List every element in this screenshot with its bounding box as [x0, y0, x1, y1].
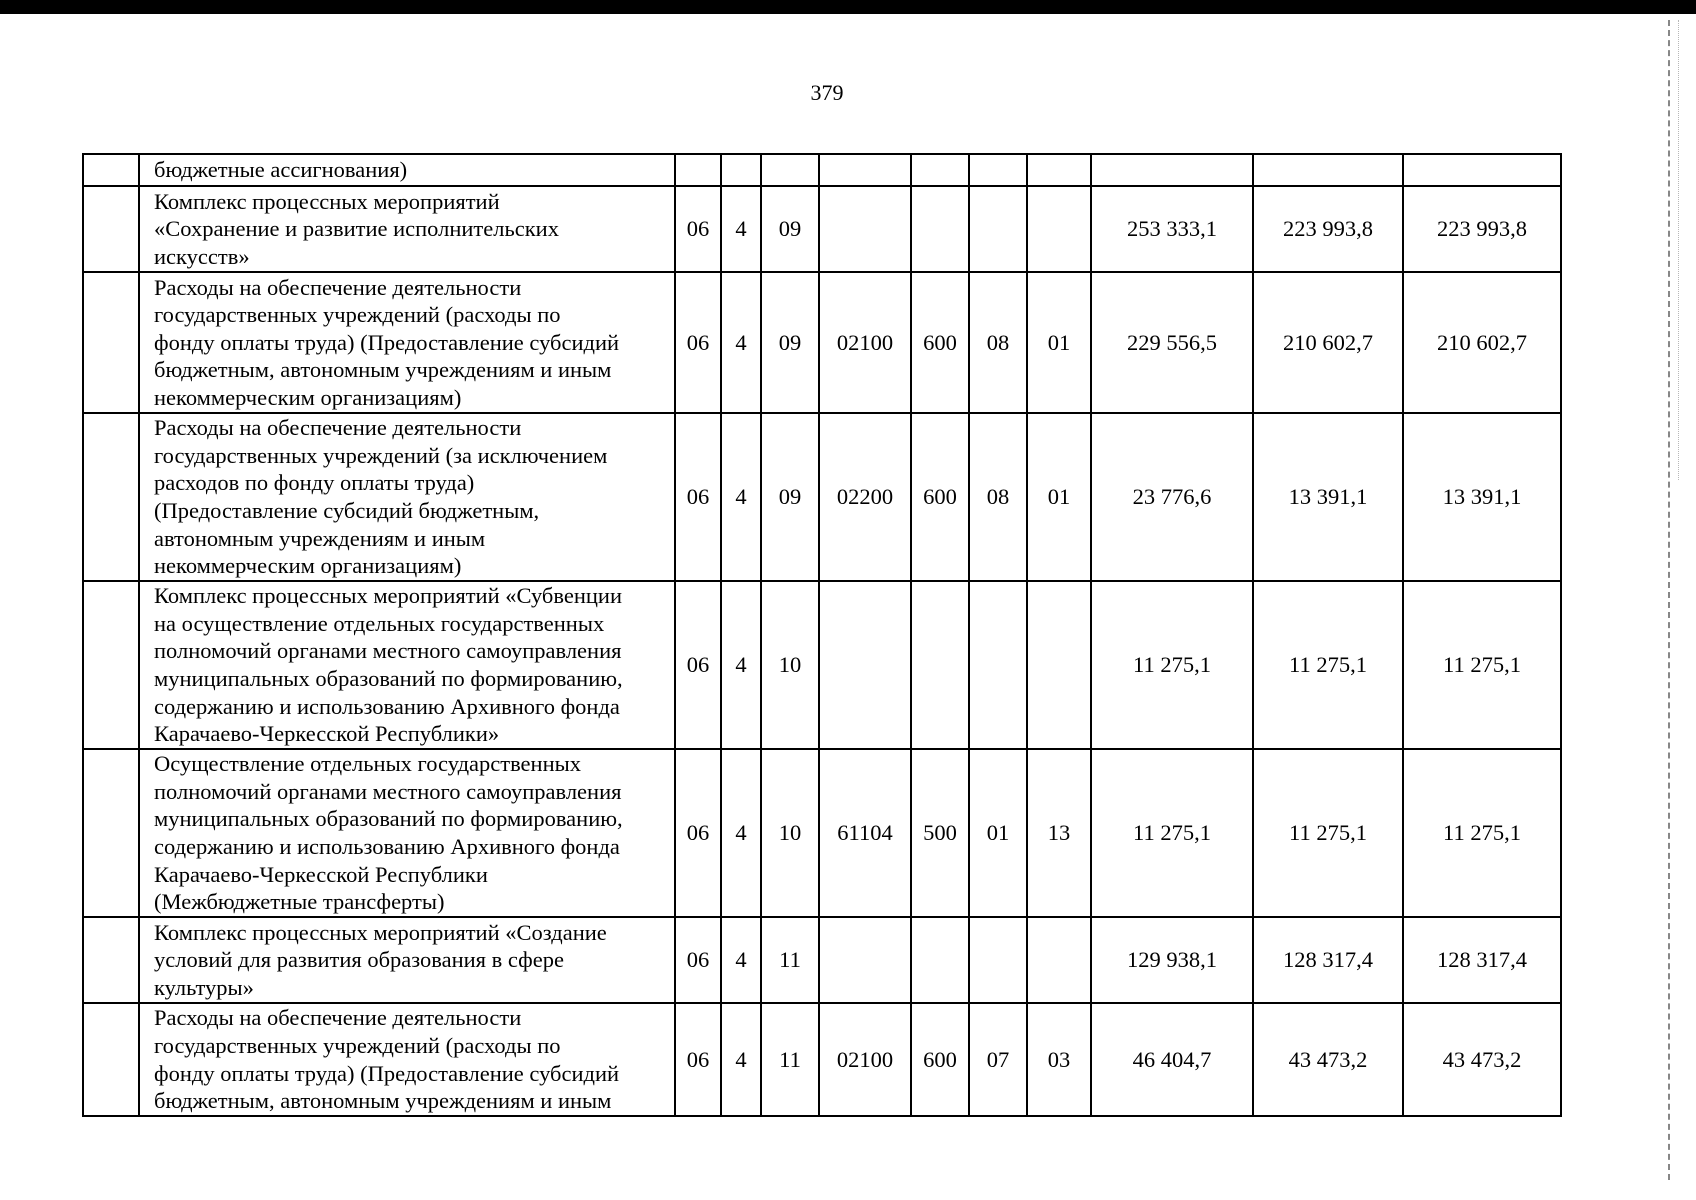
- code-cell: 06: [675, 186, 721, 272]
- description-line: полномочий органами местного самоуправления: [154, 638, 622, 664]
- amount-cell: 210 602,7: [1253, 272, 1403, 413]
- code-cell: 08: [969, 272, 1027, 413]
- amount-cell: [1253, 154, 1403, 186]
- code-cell: 07: [969, 1003, 1027, 1116]
- description-line: (Межбюджетные трансферты): [154, 889, 445, 915]
- amount-cell: 43 473,2: [1253, 1003, 1403, 1116]
- code-cell: [819, 917, 911, 1003]
- code-cell: [969, 917, 1027, 1003]
- row-description: [139, 917, 675, 1003]
- amount-cell: 253 333,1: [1091, 186, 1253, 272]
- code-cell: 11: [761, 917, 819, 1003]
- blank-cell: [83, 749, 139, 917]
- description-line: фонду оплаты труда) (Предоставление субсидий: [154, 329, 620, 355]
- code-cell: 500: [911, 749, 969, 917]
- amount-cell: [1403, 154, 1561, 186]
- code-cell: 4: [721, 272, 761, 413]
- code-cell: 10: [761, 749, 819, 917]
- description-line: Расходы на обеспечение деятельности: [154, 1005, 522, 1031]
- row-description: [139, 581, 675, 749]
- code-cell: 11: [761, 1003, 819, 1116]
- amount-cell: 46 404,7: [1091, 1003, 1253, 1116]
- description-line: государственных учреждений (расходы по: [154, 1032, 561, 1058]
- description-line: содержанию и использованию Архивного фонда: [154, 834, 620, 859]
- table-row: [83, 186, 1561, 272]
- description-line: Карачаево-Черкесской Республики»: [154, 721, 500, 747]
- description-line: Осуществление отдельных государственных: [154, 751, 581, 777]
- amount-cell: 128 317,4: [1403, 917, 1561, 1003]
- code-cell: 02200: [819, 413, 911, 581]
- table-row: [83, 154, 1561, 186]
- description-line: полномочий органами местного самоуправления: [154, 778, 622, 804]
- table-row: [83, 917, 1561, 1003]
- code-cell: [761, 154, 819, 186]
- code-cell: 4: [721, 749, 761, 917]
- description-line: Расходы на обеспечение деятельности: [154, 274, 522, 300]
- code-cell: 01: [1027, 413, 1091, 581]
- description-line: бюджетным, автономным учреждениям и иным: [154, 1088, 612, 1114]
- table-row: [83, 413, 1561, 581]
- code-cell: 09: [761, 413, 819, 581]
- code-cell: 06: [675, 272, 721, 413]
- amount-cell: 23 776,6: [1091, 413, 1253, 581]
- description-line: условий для развития образования в сфере: [154, 947, 564, 973]
- code-cell: 61104: [819, 749, 911, 917]
- code-cell: [969, 581, 1027, 749]
- amount-cell: 229 556,5: [1091, 272, 1253, 413]
- code-cell: 06: [675, 413, 721, 581]
- code-cell: [911, 154, 969, 186]
- code-cell: 600: [911, 272, 969, 413]
- blank-cell: [83, 1003, 139, 1116]
- code-cell: [819, 581, 911, 749]
- description-line: культуры»: [154, 974, 254, 1000]
- blank-cell: [83, 272, 139, 413]
- description-line: содержанию и использованию Архивного фонда: [154, 693, 620, 719]
- description-line: искусств»: [154, 243, 250, 269]
- description-line: расходов по фонду оплаты труда): [154, 470, 475, 496]
- description-line: Комплекс процессных мероприятий «Субвенции: [154, 583, 623, 609]
- description-line: Комплекс процессных мероприятий «Создание: [154, 919, 607, 945]
- description-line: «Сохранение и развитие исполнительских: [154, 216, 559, 242]
- code-cell: 02100: [819, 1003, 911, 1116]
- amount-cell: 128 317,4: [1253, 917, 1403, 1003]
- amount-cell: 210 602,7: [1403, 272, 1561, 413]
- code-cell: 600: [911, 413, 969, 581]
- code-cell: 13: [1027, 749, 1091, 917]
- code-cell: [911, 581, 969, 749]
- description-line: (Предоставление субсидий бюджетным,: [154, 498, 540, 523]
- row-description: [139, 272, 675, 413]
- code-cell: [819, 186, 911, 272]
- code-cell: 06: [675, 917, 721, 1003]
- amount-cell: 13 391,1: [1403, 413, 1561, 581]
- code-cell: [911, 917, 969, 1003]
- amount-cell: 43 473,2: [1403, 1003, 1561, 1116]
- amount-cell: 11 275,1: [1091, 581, 1253, 749]
- blank-cell: [83, 917, 139, 1003]
- code-cell: [911, 186, 969, 272]
- code-cell: 02100: [819, 272, 911, 413]
- description-line: Комплекс процессных мероприятий: [154, 188, 500, 214]
- code-cell: 4: [721, 186, 761, 272]
- code-cell: 4: [721, 581, 761, 749]
- description-line: государственных учреждений (расходы по: [154, 302, 561, 328]
- code-cell: [1027, 581, 1091, 749]
- scan-edge-mark: [1668, 20, 1670, 1180]
- code-cell: 4: [721, 917, 761, 1003]
- budget-table: [82, 153, 1562, 1117]
- row-description: [139, 413, 675, 581]
- amount-cell: 223 993,8: [1403, 186, 1561, 272]
- description-line: государственных учреждений (за исключением: [154, 442, 608, 468]
- blank-cell: [83, 154, 139, 186]
- code-cell: 06: [675, 749, 721, 917]
- code-cell: [969, 154, 1027, 186]
- row-description: [139, 749, 675, 917]
- description-line: некоммерческим организациям): [154, 553, 462, 579]
- scan-top-border: [0, 0, 1696, 14]
- blank-cell: [83, 581, 139, 749]
- amount-cell: 223 993,8: [1253, 186, 1403, 272]
- table-row: [83, 749, 1561, 917]
- code-cell: 06: [675, 581, 721, 749]
- code-cell: [721, 154, 761, 186]
- description-line: Расходы на обеспечение деятельности: [154, 415, 522, 441]
- amount-cell: [1091, 154, 1253, 186]
- code-cell: [819, 154, 911, 186]
- description-line: на осуществление отдельных государственных: [154, 610, 605, 636]
- amount-cell: 11 275,1: [1403, 749, 1561, 917]
- code-cell: [675, 154, 721, 186]
- row-description: [139, 186, 675, 272]
- description-line: муниципальных образований по формированию,: [154, 666, 623, 691]
- row-description: [139, 1003, 675, 1116]
- amount-cell: 11 275,1: [1253, 749, 1403, 917]
- amount-cell: 129 938,1: [1091, 917, 1253, 1003]
- row-description: [139, 154, 675, 186]
- code-cell: [1027, 917, 1091, 1003]
- amount-cell: 11 275,1: [1403, 581, 1561, 749]
- code-cell: [1027, 186, 1091, 272]
- description-line: некоммерческим организациям): [154, 384, 462, 410]
- code-cell: 01: [1027, 272, 1091, 413]
- table-row: [83, 581, 1561, 749]
- description-line: бюджетным, автономным учреждениям и иным: [154, 357, 612, 383]
- table-row: [83, 1003, 1561, 1116]
- code-cell: 08: [969, 413, 1027, 581]
- scan-edge-mark-secondary: [1678, 20, 1679, 480]
- code-cell: [1027, 154, 1091, 186]
- code-cell: 09: [761, 186, 819, 272]
- code-cell: 03: [1027, 1003, 1091, 1116]
- description-line: фонду оплаты труда) (Предоставление субсидий: [154, 1060, 620, 1086]
- amount-cell: 11 275,1: [1091, 749, 1253, 917]
- code-cell: 4: [721, 413, 761, 581]
- page-number: 379: [810, 80, 844, 105]
- code-cell: 09: [761, 272, 819, 413]
- code-cell: 600: [911, 1003, 969, 1116]
- code-cell: 10: [761, 581, 819, 749]
- description-line: бюджетные ассигнования): [154, 157, 408, 183]
- blank-cell: [83, 413, 139, 581]
- code-cell: 06: [675, 1003, 721, 1116]
- code-cell: [969, 186, 1027, 272]
- description-line: муниципальных образований по формированию,: [154, 806, 623, 832]
- amount-cell: 13 391,1: [1253, 413, 1403, 581]
- amount-cell: 11 275,1: [1253, 581, 1403, 749]
- description-line: автономным учреждениям и иным: [154, 525, 486, 551]
- table-row: [83, 272, 1561, 413]
- description-line: Карачаево-Черкесской Республики: [154, 861, 488, 887]
- code-cell: 01: [969, 749, 1027, 917]
- code-cell: 4: [721, 1003, 761, 1116]
- table-body: [83, 154, 1561, 1116]
- blank-cell: [83, 186, 139, 272]
